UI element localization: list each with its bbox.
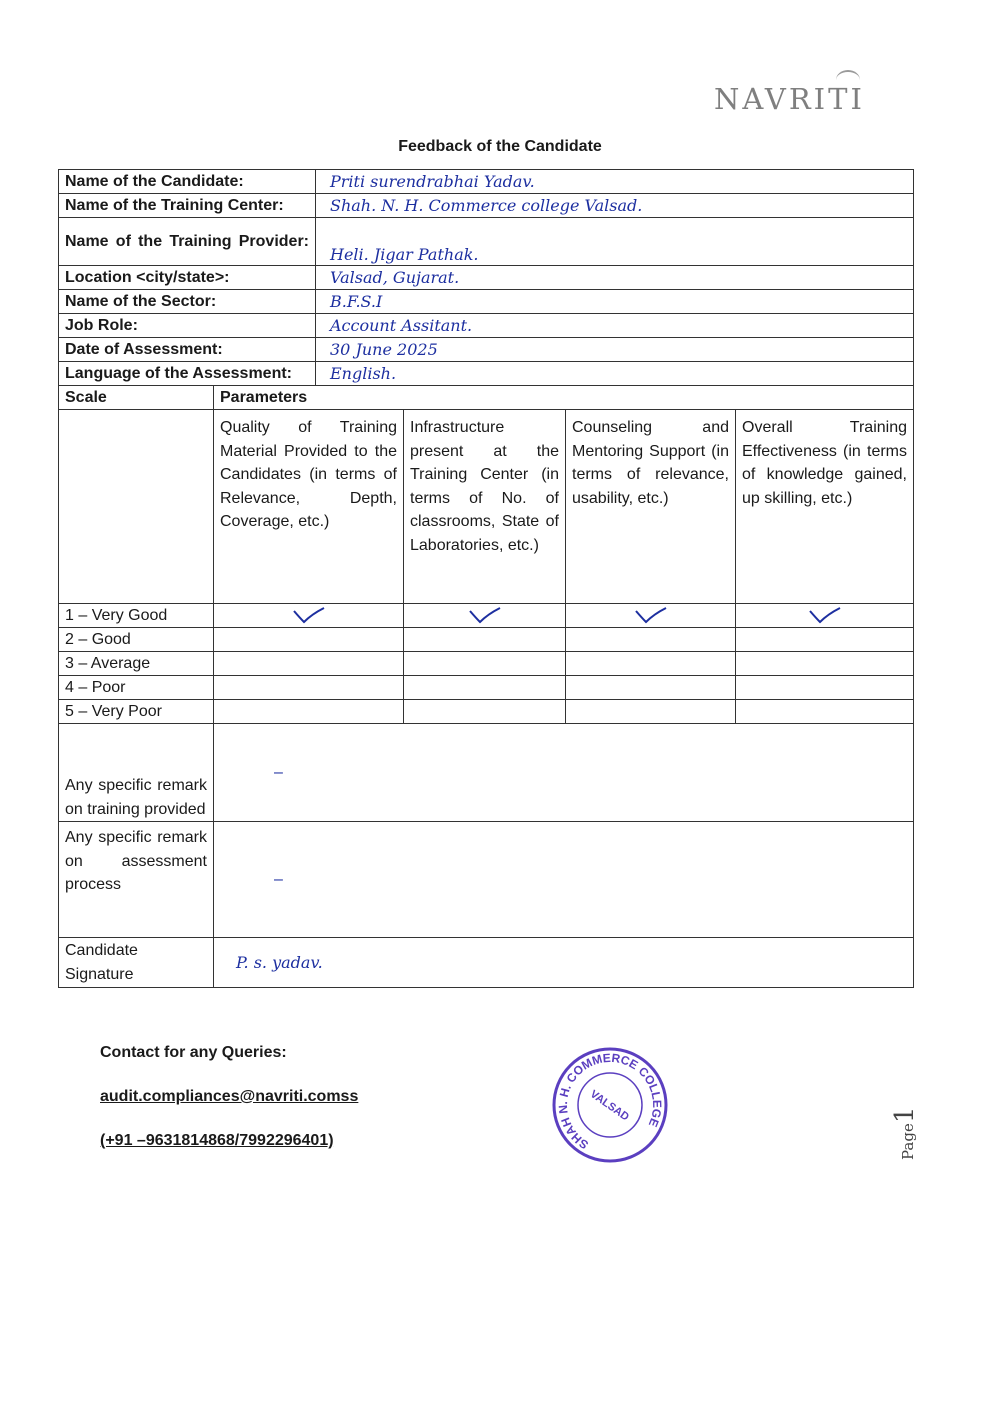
rating-cell: [566, 604, 736, 628]
page-word: Page: [899, 1123, 917, 1160]
training-remark-label: Any specific remark on training provided: [59, 724, 214, 822]
scale-label: 3 – Average: [59, 652, 214, 676]
parameter-infrastructure: Infrastructure present at the Training Center (in terms of No. of classrooms, State of Laboratories, etc.): [404, 410, 566, 604]
contact-email[interactable]: audit.compliances@navriti.comss: [100, 1088, 359, 1105]
rating-cell: [736, 604, 914, 628]
field-label-text: Name of the Training Provider:: [65, 232, 309, 250]
candidate-signature: P. s. yadav.: [214, 938, 914, 988]
stamp-center-text: VALSAD: [587, 1088, 632, 1124]
navriti-logo: NAVRITI: [714, 82, 865, 116]
remark-row: [59, 724, 914, 822]
rating-cell: [214, 676, 404, 700]
rating-cell: [214, 628, 404, 652]
parameter-training-material: Quality of Training Material Provided to the Candidates (in terms of Relevance, Depth, Coverage, etc.): [214, 410, 404, 604]
signature-row: [59, 938, 914, 988]
assessment-remark-label: Any specific remark on assessment process: [59, 822, 214, 938]
scale-row: [59, 652, 914, 676]
field-row: [59, 170, 914, 194]
rating-cell: [214, 604, 404, 628]
rating-cell: [736, 628, 914, 652]
field-label: Date of Assessment:: [59, 338, 316, 362]
rating-cell: [404, 652, 566, 676]
assessment-remark-value: –: [214, 822, 914, 938]
empty-cell: [59, 410, 214, 604]
field-row: [59, 194, 914, 218]
scale-label: 1 – Very Good: [59, 604, 214, 628]
scale-header-row: [59, 386, 914, 410]
signature-label: Candidate Signature: [59, 938, 214, 988]
field-label: Name of the Candidate:: [59, 170, 316, 194]
rating-cell: [736, 676, 914, 700]
assessment-date-value: 30 June 2025: [316, 338, 914, 362]
remark-row: [59, 822, 914, 938]
check-mark-icon: [808, 606, 842, 624]
rating-cell: [566, 676, 736, 700]
rating-cell: [566, 652, 736, 676]
field-row: [59, 218, 914, 266]
training-remark-value: –: [214, 724, 914, 822]
check-mark-icon: [468, 606, 502, 624]
contact-phone[interactable]: (+91 –9631814868/7992296401): [100, 1132, 334, 1149]
location-value: Valsad, Gujarat.: [316, 266, 914, 290]
rating-cell: [214, 700, 404, 724]
scale-row: [59, 628, 914, 652]
scale-label: 5 – Very Poor: [59, 700, 214, 724]
contact-heading: Contact for any Queries:: [100, 1044, 287, 1061]
rating-cell: [736, 700, 914, 724]
page-number: [890, 1107, 920, 1160]
check-mark-icon: [292, 606, 326, 624]
job-role-value: Account Assitant.: [316, 314, 914, 338]
field-label: [59, 218, 316, 266]
scale-label: 4 – Poor: [59, 676, 214, 700]
rating-cell: [214, 652, 404, 676]
page-digit: 1: [890, 1106, 920, 1124]
rating-cell: [566, 628, 736, 652]
field-row: [59, 314, 914, 338]
rating-cell: [404, 604, 566, 628]
field-label: Job Role:: [59, 314, 316, 338]
field-row: [59, 290, 914, 314]
field-row: [59, 338, 914, 362]
field-label: Name of the Sector:: [59, 290, 316, 314]
field-label: Language of the Assessment:: [59, 362, 316, 386]
check-mark-icon: [634, 606, 668, 624]
parameter-overall-effectiveness: Overall Training Effectiveness (in terms of knowledge gained, up skilling, etc.): [736, 410, 914, 604]
rating-cell: [404, 700, 566, 724]
rating-cell: [736, 652, 914, 676]
training-center-value: Shah. N. H. Commerce college Valsad.: [316, 194, 914, 218]
language-value: English.: [316, 362, 914, 386]
scale-header: Scale: [59, 386, 214, 410]
training-provider-value: Heli. Jigar Pathak.: [316, 218, 914, 266]
page-title: Feedback of the Candidate: [398, 138, 602, 155]
field-row: [59, 266, 914, 290]
field-label: Name of the Training Center:: [59, 194, 316, 218]
field-label: Location <city/state>:: [59, 266, 316, 290]
parameters-header: Parameters: [214, 386, 914, 410]
parameters-row: [59, 410, 914, 604]
scale-row: [59, 604, 914, 628]
candidate-name-value: Priti surendrabhai Yadav.: [316, 170, 914, 194]
rating-cell: [566, 700, 736, 724]
sector-value: B.F.S.I: [316, 290, 914, 314]
college-stamp: [545, 1045, 675, 1165]
feedback-form: [58, 169, 914, 988]
rating-cell: [404, 628, 566, 652]
scale-row: [59, 700, 914, 724]
scale-label: 2 – Good: [59, 628, 214, 652]
parameter-counseling: Counseling and Mentoring Support (in terms of relevance, usability, etc.): [566, 410, 736, 604]
scale-row: [59, 676, 914, 700]
stamp-ring-text: SHAH N. H. COMMERCE COLLEGE: [555, 1050, 665, 1152]
field-row: [59, 362, 914, 386]
rating-cell: [404, 676, 566, 700]
